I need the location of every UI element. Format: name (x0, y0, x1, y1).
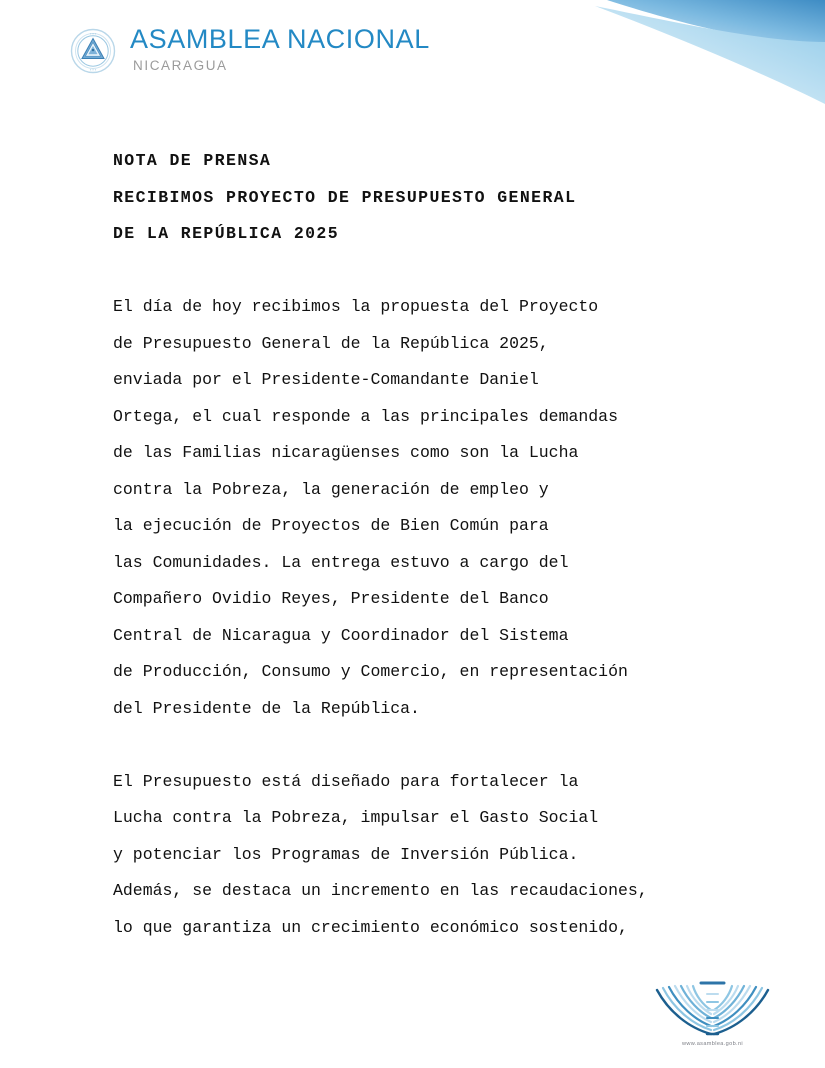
body-line (113, 654, 739, 691)
body-line (113, 800, 739, 837)
body-line (113, 691, 739, 728)
body-line-text: y potenciar los Programas de Inversión Pública. (113, 844, 579, 864)
page-header (70, 26, 430, 74)
national-seal-triangle-icon (70, 28, 116, 74)
organization-country: NICARAGUA (133, 58, 228, 73)
body-line (113, 618, 739, 655)
body-line (113, 545, 739, 582)
body-line-text: de Producción, Consumo y Comercio, en representación (113, 662, 628, 681)
body-line-text: contra la Pobreza, la generación de empleo y (113, 479, 549, 499)
title-line: NOTA DE PRENSA (113, 151, 272, 170)
body-line-text: El día de hoy recibimos la propuesta del Proyecto (113, 297, 599, 316)
body-line (113, 873, 739, 910)
body-line (113, 435, 739, 472)
body-line (113, 581, 739, 618)
paragraph-spacer (113, 727, 739, 764)
paragraph-spacer (113, 253, 739, 290)
assembly-dome-arcs-logo (645, 978, 780, 1038)
header-wordmark (130, 26, 430, 73)
body-line (113, 764, 739, 801)
body-line-text: Además, se destaca un incremento en las recaudaciones, (113, 881, 648, 900)
title-line: RECIBIMOS PROYECTO DE PRESUPUESTO GENERAL (113, 187, 577, 207)
body-line-text: de Presupuesto General de la República 2025, (113, 333, 549, 353)
body-line (113, 837, 739, 874)
body-line (113, 910, 739, 947)
body-line-text: del Presidente de la República. (113, 698, 420, 718)
body-line-text: la ejecución de Proyectos de Bien Común para (113, 516, 549, 535)
footer-website-url: www.asamblea.gob.ni (681, 1041, 744, 1047)
document-title (113, 143, 739, 253)
svg-text:★ ★ ★: ★ ★ ★ (89, 33, 97, 36)
body-line (113, 472, 739, 509)
swoosh-band-light (595, 6, 825, 104)
body-line (113, 326, 739, 363)
body-line-text: Lucha contra la Pobreza, impulsar el Gasto Social (113, 808, 599, 827)
body-line (113, 399, 739, 436)
title-line: DE LA REPÚBLICA 2025 (113, 224, 340, 243)
swoosh-band-dark (607, 0, 825, 44)
paragraph-2 (113, 764, 739, 947)
body-line-text: enviada por el Presidente-Comandante Daniel (113, 370, 539, 389)
body-line (113, 508, 739, 545)
svg-text:★ ★ ★: ★ ★ ★ (89, 69, 97, 72)
organization-name: ASAMBLEA NACIONAL (130, 24, 430, 54)
body-line-text: de las Familias nicaragüenses como son la Lucha (113, 443, 579, 462)
body-line-text: lo que garantiza un crecimiento económico sostenido, (113, 917, 628, 937)
body-line (113, 362, 739, 399)
paragraph-1 (113, 289, 739, 727)
body-line (113, 289, 739, 326)
body-line-text: El Presupuesto está diseñado para fortalecer la (113, 771, 579, 791)
decorative-swoosh (595, 0, 825, 150)
body-line-text: Central de Nicaragua y Coordinador del Sistema (113, 625, 569, 645)
body-line-text: Compañero Ovidio Reyes, Presidente del Banco (113, 589, 549, 608)
footer-logo (645, 978, 780, 1060)
body-line-text: Ortega, el cual responde a las principales demandas (113, 406, 618, 426)
body-line-text: las Comunidades. La entrega estuvo a cargo del (113, 552, 569, 572)
document-body (113, 143, 739, 946)
